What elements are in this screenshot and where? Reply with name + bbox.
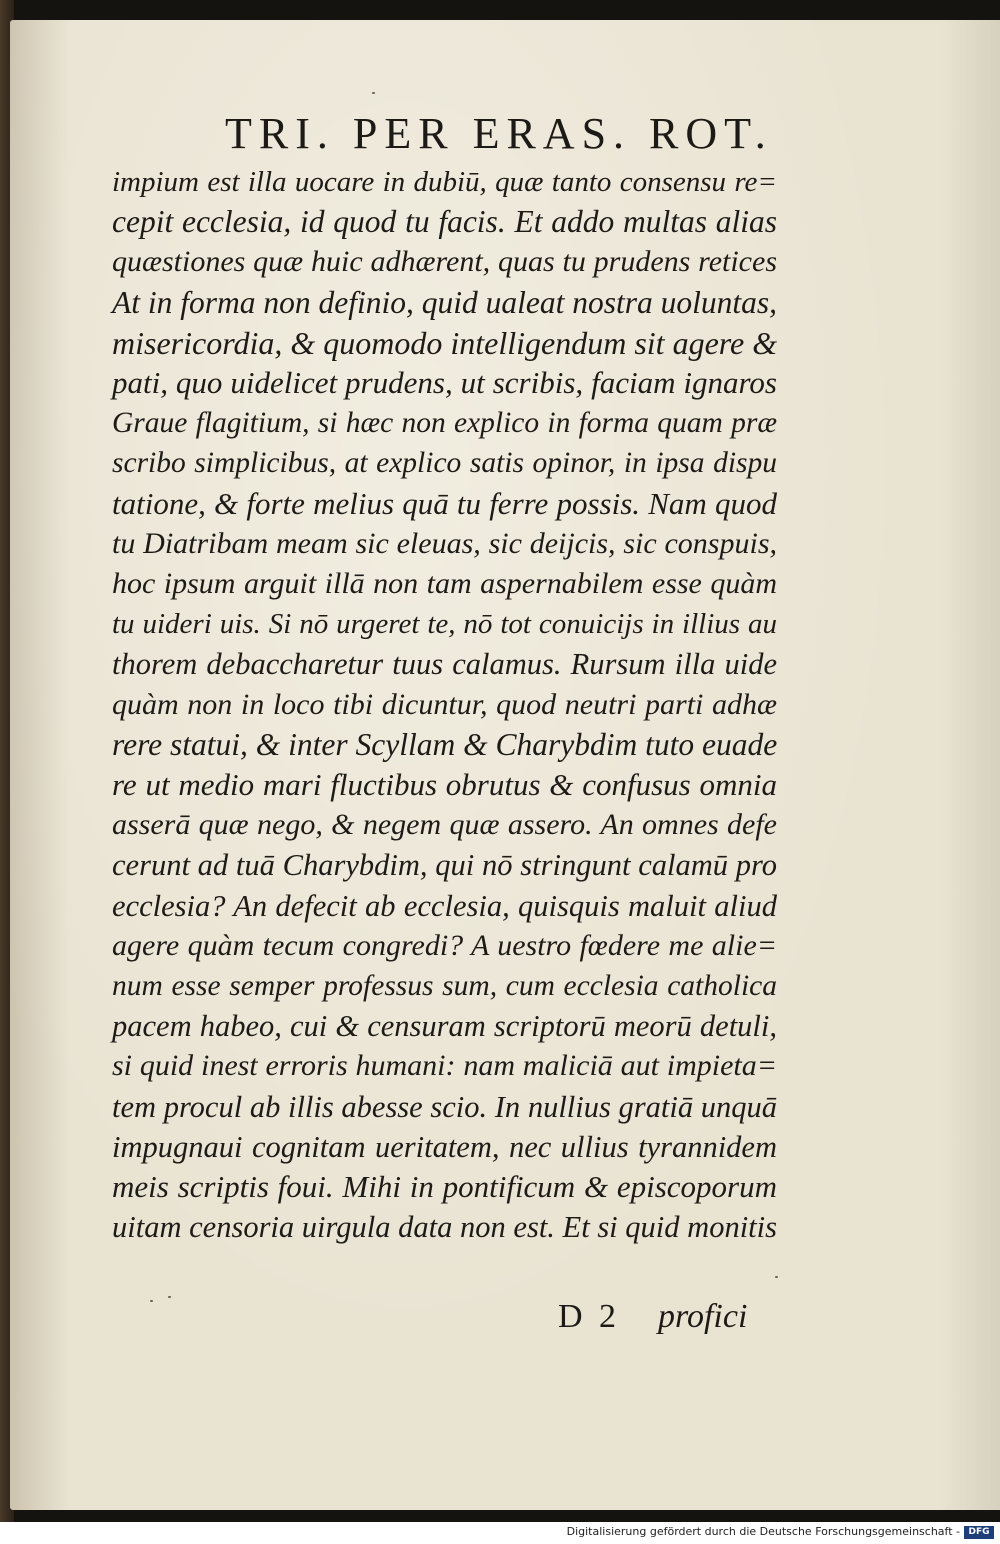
text-line: At in forma non definio, quid ualeat nostra uoluntas, bbox=[112, 284, 778, 320]
signature-mark: D 2 bbox=[558, 1298, 621, 1335]
text-line: thorem debaccharetur tuus calamus. Rursum illa uide bbox=[112, 647, 777, 682]
text-line: quæstiones quæ huic adhærent, quas tu prudens retices bbox=[112, 245, 777, 279]
text-line: num esse semper professus sum, cum ecclesia catholica bbox=[112, 970, 777, 1003]
text-line: rere statui, & inter Scyllam & Charybdim tuto euade bbox=[112, 726, 778, 762]
text-line: misericordia, & quomodo intelligendum sit agere & bbox=[112, 324, 778, 361]
dfg-logo: DFG bbox=[964, 1526, 994, 1539]
ink-speck bbox=[168, 1296, 171, 1298]
text-line: Graue flagitium, si hæc non explico in forma quam præ bbox=[112, 407, 777, 440]
footer-bar bbox=[0, 1522, 1000, 1544]
text-line: asserā quæ nego, & negem quæ assero. An omnes defe bbox=[112, 808, 777, 842]
text-line: tem procul ab illis abesse scio. In nullius gratiā unquā bbox=[112, 1089, 777, 1124]
text-block bbox=[112, 162, 777, 1247]
text-line: tatione, & forte melius quā tu ferre possis. Nam quod bbox=[112, 485, 777, 521]
text-line: hoc ipsum arguit illā non tam aspernabilem esse quàm bbox=[112, 567, 777, 601]
text-line: pacem habeo, cui & censuram scriptorū meorū detuli, bbox=[112, 1009, 777, 1044]
ink-speck bbox=[150, 1300, 153, 1302]
text-line: impium est illa uocare in dubiū, quæ tanto consensu re= bbox=[112, 166, 777, 198]
text-line: impugnaui cognitam ueritatem, nec ullius tyrannidem bbox=[112, 1129, 777, 1164]
funding-credit: Digitalisierung gefördert durch die Deutsche Forschungsgemeinschaft - bbox=[566, 1525, 960, 1538]
text-line: pati, quo uidelicet prudens, ut scribis, faciam ignaros bbox=[112, 365, 777, 401]
text-line: cerunt ad tuā Charybdim, qui nō stringunt calamū pro bbox=[112, 848, 777, 883]
text-line: scribo simplicibus, at explico satis opinor, in ipsa dispu bbox=[112, 447, 777, 480]
text-line: tu uideri uis. Si nō urgeret te, nō tot conuicijs in illius au bbox=[112, 608, 777, 641]
text-line: cepit ecclesia, id quod tu facis. Et addo multas alias bbox=[112, 204, 777, 240]
ink-speck bbox=[775, 1276, 778, 1278]
text-line: uitam censoria uirgula data non est. Et si quid monitis bbox=[112, 1210, 777, 1245]
ink-speck bbox=[372, 92, 375, 94]
catchword: profici bbox=[658, 1298, 748, 1335]
text-line: quàm non in loco tibi dicuntur, quod neutri parti adhæ bbox=[112, 687, 777, 721]
text-line: tu Diatribam meam sic eleuas, sic deijcis, sic conspuis, bbox=[112, 526, 777, 560]
running-head: TRI. PER ERAS. ROT. bbox=[225, 109, 773, 158]
text-line: agere quàm tecum congredi? A uestro fœdere me alie= bbox=[112, 928, 777, 962]
text-line: ecclesia? An defecit ab ecclesia, quisquis maluit aliud bbox=[112, 888, 777, 923]
text-line: re ut medio mari fluctibus obrutus & confusus omnia bbox=[112, 767, 777, 803]
text-line: si quid inest erroris humani: nam maliciā aut impieta= bbox=[112, 1049, 777, 1083]
text-line: meis scriptis foui. Mihi in pontificum & episcoporum bbox=[112, 1169, 777, 1205]
